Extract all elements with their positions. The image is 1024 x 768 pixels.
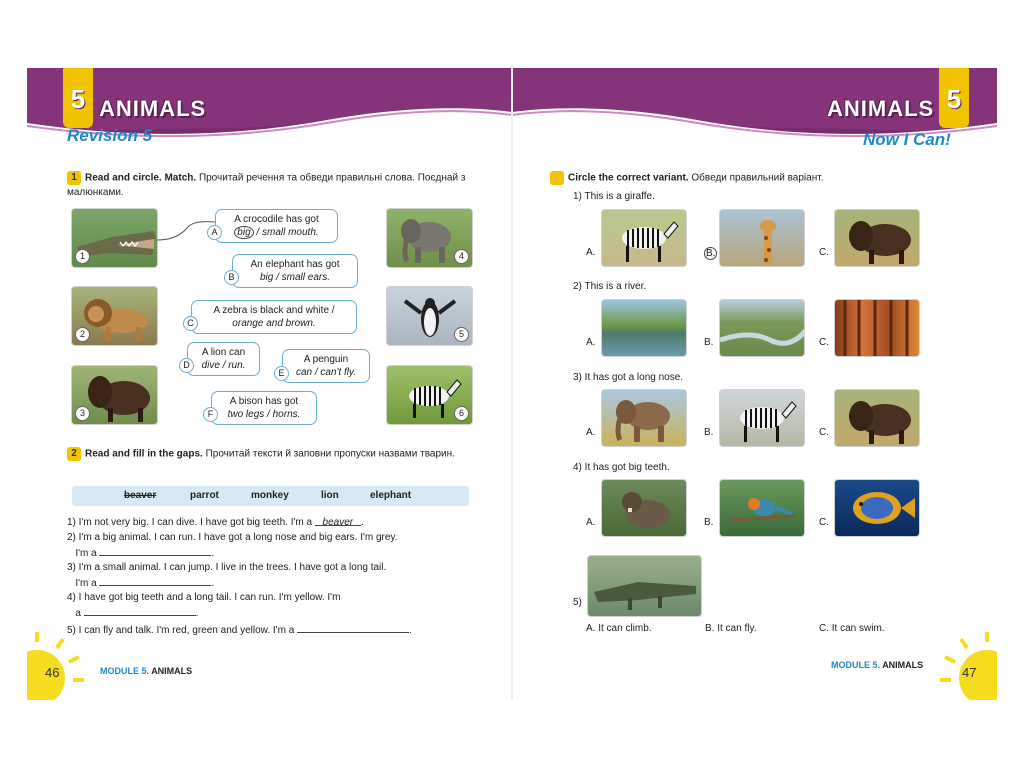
module-title-right: ANIMALS [827,96,935,121]
sentence-letter: F [203,407,218,422]
sentence-line: big / small ears. [259,272,331,283]
textbook-spread [27,68,997,700]
question-1: 1) This is a giraffe. [573,191,655,202]
option-3c[interactable]: C. [819,427,829,438]
gap-line-2: 2) I'm a big animal. I can run. I have got a long nose and big ears. I'm grey. I'm a . [67,532,398,559]
sentence-line: can / can't fly. [295,367,357,378]
option-4b[interactable]: B. [704,517,714,528]
gap-line-4: 4) I have got big teeth and a long tail. I can run. I'm yellow. I'm a . [67,592,341,619]
ex2-instruction [67,447,472,462]
ex2-instruction-bold: Read and fill in the gaps. [85,448,203,460]
image-elephant[interactable] [601,389,687,447]
image-fish[interactable] [834,479,920,537]
option-1c[interactable]: C. [819,247,829,258]
image-giraffe[interactable] [719,209,805,267]
sentence-letter: B [224,270,239,285]
ex2-number: 2 [67,447,81,461]
ex2-instruction-text: Прочитай тексти й заповни пропуски назвами тварин. [205,448,455,460]
picture-label: 6 [454,406,469,421]
sentence-a [215,209,338,243]
page-number-left: 46 [45,665,60,680]
picture-zebra [386,365,473,425]
gap-line-3: 3) I'm a small animal. I can jump. I live in the trees. I have got a long tail. I'm a . [67,562,387,589]
question-3: 3) It has got a long nose. [573,372,684,383]
sentence-f [211,391,317,425]
image-zebra[interactable] [601,209,687,267]
sentence-letter: E [274,366,289,381]
sentence-letter: A [207,225,222,240]
image-zebra[interactable] [719,389,805,447]
option-3b[interactable]: B. [704,427,714,438]
option-5c[interactable]: C. It can swim. [819,623,885,634]
gap-blank[interactable] [84,606,196,616]
sentence-line: A lion can [201,347,246,358]
option-2b[interactable]: B. [704,337,714,348]
sentence-d [187,342,260,376]
sentence-b [232,254,358,288]
gap-text: 5) I can fly and talk. I'm red, green and yellow. I'm a [67,625,295,636]
gap-line-5: 5) I can fly and talk. I'm red, green and yellow. I'm a . [67,625,412,636]
gap-answer: beaver [315,516,361,526]
option-4a[interactable]: A. [586,517,596,528]
module-number-tab-right: 5 [939,68,969,128]
picture-label: 4 [454,249,469,264]
sentence-line: / small mouth. [253,227,319,238]
option-1a[interactable]: A. [586,247,596,258]
picture-label: 2 [75,327,90,342]
image-lake[interactable] [601,299,687,357]
right-instruction [550,171,970,186]
picture-crocodile [71,208,158,268]
option-5a[interactable]: A. It can climb. [586,623,652,634]
option-3a[interactable]: A. [586,427,596,438]
option-2c[interactable]: C. [819,337,829,348]
ex-marker [550,171,564,185]
sentence-line: A zebra is black and white / [213,305,335,316]
image-bird[interactable] [719,479,805,537]
picture-label: 1 [75,249,90,264]
sentence-c [191,300,357,334]
sentence-e [282,349,370,383]
option-4c[interactable]: C. [819,517,829,528]
gap-text: I'm a [75,547,97,559]
page-gutter [511,68,513,700]
sentence-line: A bison has got [229,396,299,407]
picture-label: 3 [75,406,90,421]
right-instruction-bold: Circle the correct variant. [568,172,689,184]
gap-blank[interactable] [99,576,211,586]
gap-text: I'm a [75,577,97,589]
image-bison[interactable] [834,389,920,447]
sun-decoration-left [27,628,87,700]
word-bank-item: elephant [370,490,412,501]
picture-bison [71,365,158,425]
right-instruction-text: Обведи правильний варіант. [691,172,824,184]
picture-elephant [386,208,473,268]
gap-end: . [360,517,364,528]
module-title-left: ANIMALS [99,96,207,121]
word-bank [72,486,469,506]
sentence-letter: C [183,316,198,331]
gap-line-1 [67,516,472,531]
sentence-line: orange and brown. [232,318,316,329]
option-5b[interactable]: B. It can fly. [705,623,757,634]
image-bison[interactable] [834,209,920,267]
footer-module-name: ANIMALS [151,666,193,676]
sentence-line: dive / run. [201,360,246,371]
sentence-line: A penguin [303,354,349,365]
revision-subtitle: Revision 5 [67,126,153,145]
footer-module-label: MODULE 5. [831,660,881,670]
page-number-right: 47 [962,665,977,680]
gap-text: 2) I'm a big animal. I can run. I have got a long nose and big ears. I'm grey. [67,532,398,543]
ex1-instruction [67,171,472,200]
question-4: 4) It has got big teeth. [573,462,670,473]
word-bank-item: lion [321,490,339,501]
footer-left [100,666,192,676]
footer-right [831,660,923,670]
word-bank-item: parrot [190,490,219,501]
footer-module-name: ANIMALS [882,660,924,670]
option-2a[interactable]: A. [586,337,596,348]
question-2: 2) This is a river. [573,281,647,292]
sentence-line: A crocodile has got [234,214,319,225]
picture-lion [71,286,158,346]
image-beaver[interactable] [601,479,687,537]
ex1-instruction-text: Прочитай речення та обведи правильні слова. Поєднай з малюнками. [67,172,466,198]
option-1b[interactable]: B. [706,248,716,259]
sentence-line: An elephant has got [250,259,340,270]
gap-text: 1) I'm not very big. I can dive. I have got big teeth. I'm a [67,517,315,528]
circled-answer: big [234,226,253,239]
now-i-can-subtitle: Now I Can! [863,130,951,149]
gap-text: a [75,607,81,619]
gap-text: 3) I'm a small animal. I can jump. I live in the trees. I have got a long tail. [67,562,387,573]
gap-text: 4) I have got big teeth and a long tail. I can run. I'm yellow. I'm [67,592,341,603]
picture-label: 5 [454,327,469,342]
sun-decoration-right [937,628,997,700]
module-number-tab-left: 5 [63,68,93,128]
footer-module-label: MODULE 5. [100,666,150,676]
image-forest[interactable] [834,299,920,357]
image-river[interactable] [719,299,805,357]
ex1-number: 1 [67,171,81,185]
gap-blank[interactable] [99,546,211,556]
sentence-letter: D [179,358,194,373]
gap-blank[interactable] [297,623,409,633]
word-bank-item: monkey [251,490,289,501]
picture-penguin [386,286,473,346]
sentence-line: two legs / horns. [227,409,301,420]
ex1-instruction-bold: Read and circle. Match. [85,172,197,184]
image-crocodile [587,555,702,617]
word-bank-item: beaver [124,490,157,501]
question-5: 5) [573,597,582,608]
